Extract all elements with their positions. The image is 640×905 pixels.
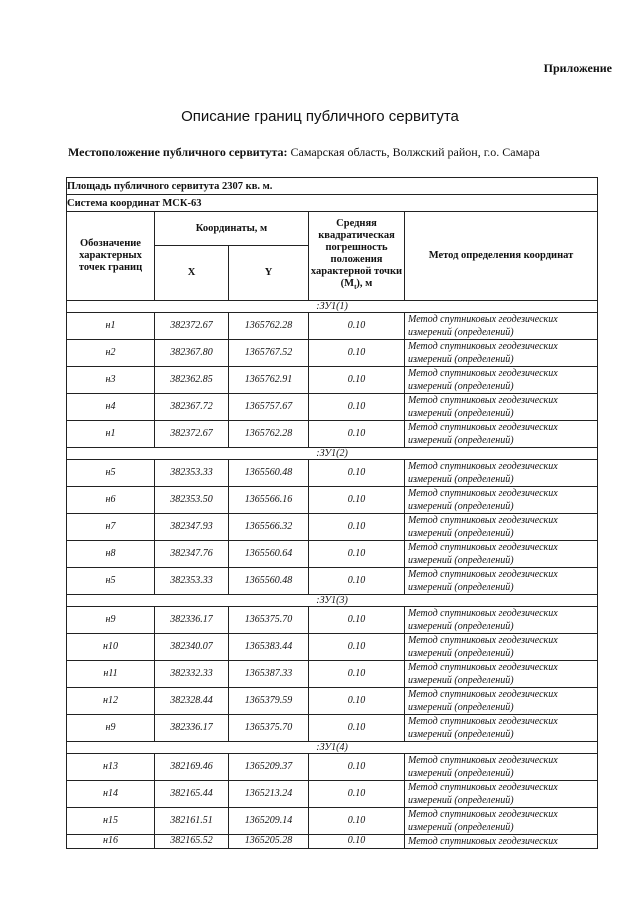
error-cell: 0.10	[309, 541, 405, 568]
y-cell: 1365560.48	[229, 568, 309, 595]
section-row	[67, 595, 598, 607]
method-cell: Метод спутниковых геодезических измерений (определений)	[405, 754, 598, 781]
section-row	[67, 301, 598, 313]
table-row	[67, 367, 598, 394]
table-row	[67, 835, 598, 849]
section-row	[67, 742, 598, 754]
table-row	[67, 715, 598, 742]
point-cell: н16	[67, 835, 155, 849]
method-cell: Метод спутниковых геодезических измерений (определений)	[405, 340, 598, 367]
table-row	[67, 754, 598, 781]
method-cell: Метод спутниковых геодезических измерений (определений)	[405, 541, 598, 568]
method-cell: Метод спутниковых геодезических измерений (определений)	[405, 514, 598, 541]
y-cell: 1365560.48	[229, 460, 309, 487]
point-cell: н10	[67, 634, 155, 661]
table-row	[67, 568, 598, 595]
table-row	[67, 487, 598, 514]
y-cell: 1365560.64	[229, 541, 309, 568]
x-cell: 382336.17	[155, 607, 229, 634]
error-cell: 0.10	[309, 568, 405, 595]
error-cell: 0.10	[309, 487, 405, 514]
method-cell: Метод спутниковых геодезических измерений (определений)	[405, 715, 598, 742]
header-designation: Обозначение характерных точек границ	[67, 212, 155, 301]
method-cell: Метод спутниковых геодезических измерений (определений)	[405, 487, 598, 514]
x-cell: 382165.52	[155, 835, 229, 849]
error-cell: 0.10	[309, 367, 405, 394]
table-row	[67, 313, 598, 340]
method-cell: Метод спутниковых геодезических измерений (определений)	[405, 313, 598, 340]
y-cell: 1365387.33	[229, 661, 309, 688]
error-cell: 0.10	[309, 607, 405, 634]
error-cell: 0.10	[309, 661, 405, 688]
system-cell: Система координат МСК-63	[67, 195, 598, 212]
x-cell: 382367.72	[155, 394, 229, 421]
point-cell: н15	[67, 808, 155, 835]
x-cell: 382336.17	[155, 715, 229, 742]
point-cell: н2	[67, 340, 155, 367]
header-y: Y	[229, 246, 309, 301]
error-cell: 0.10	[309, 313, 405, 340]
table-row	[67, 394, 598, 421]
coordinates-table	[66, 177, 598, 849]
y-cell: 1365767.52	[229, 340, 309, 367]
error-cell: 0.10	[309, 460, 405, 487]
x-cell: 382169.46	[155, 754, 229, 781]
method-cell: Метод спутниковых геодезических измерений (определений)	[405, 394, 598, 421]
method-cell: Метод спутниковых геодезических измерений (определений)	[405, 460, 598, 487]
section-label: :ЗУ1(2)	[67, 448, 598, 460]
point-cell: н9	[67, 607, 155, 634]
header-coords: Координаты, м	[155, 212, 309, 246]
x-cell: 382362.85	[155, 367, 229, 394]
location-value: Самарская область, Волжский район, г.о. Самара	[290, 145, 540, 159]
point-cell: н13	[67, 754, 155, 781]
point-cell: н14	[67, 781, 155, 808]
point-cell: н1	[67, 313, 155, 340]
error-cell: 0.10	[309, 715, 405, 742]
y-cell: 1365762.28	[229, 421, 309, 448]
y-cell: 1365383.44	[229, 634, 309, 661]
y-cell: 1365375.70	[229, 607, 309, 634]
point-cell: н9	[67, 715, 155, 742]
y-cell: 1365762.91	[229, 367, 309, 394]
appendix-label: Приложение	[543, 61, 612, 75]
point-cell: н11	[67, 661, 155, 688]
y-cell: 1365209.37	[229, 754, 309, 781]
x-cell: 382353.33	[155, 460, 229, 487]
method-cell: Метод спутниковых геодезических измерений (определений)	[405, 688, 598, 715]
section-label: :ЗУ1(1)	[67, 301, 598, 313]
y-cell: 1365209.14	[229, 808, 309, 835]
method-cell: Метод спутниковых геодезических	[405, 835, 598, 849]
error-cell: 0.10	[309, 688, 405, 715]
x-cell: 382353.50	[155, 487, 229, 514]
method-cell: Метод спутниковых геодезических измерений (определений)	[405, 367, 598, 394]
area-cell: Площадь публичного сервитута 2307 кв. м.	[67, 178, 598, 195]
section-label: :ЗУ1(3)	[67, 595, 598, 607]
x-cell: 382332.33	[155, 661, 229, 688]
y-cell: 1365375.70	[229, 715, 309, 742]
location-line	[68, 145, 540, 160]
point-cell: н6	[67, 487, 155, 514]
method-cell: Метод спутниковых геодезических измерений (определений)	[405, 634, 598, 661]
error-cell: 0.10	[309, 394, 405, 421]
header-row-1	[67, 212, 598, 246]
point-cell: н7	[67, 514, 155, 541]
method-cell: Метод спутниковых геодезических измерений (определений)	[405, 781, 598, 808]
point-cell: н4	[67, 394, 155, 421]
y-cell: 1365213.24	[229, 781, 309, 808]
x-cell: 382367.80	[155, 340, 229, 367]
y-cell: 1365566.32	[229, 514, 309, 541]
error-cell: 0.10	[309, 754, 405, 781]
x-cell: 382165.44	[155, 781, 229, 808]
table-row	[67, 340, 598, 367]
point-cell: н5	[67, 568, 155, 595]
section-label: :ЗУ1(4)	[67, 742, 598, 754]
x-cell: 382340.07	[155, 634, 229, 661]
table-row	[67, 514, 598, 541]
y-cell: 1365379.59	[229, 688, 309, 715]
x-cell: 382161.51	[155, 808, 229, 835]
point-cell: н12	[67, 688, 155, 715]
area-row	[67, 178, 598, 195]
table-row	[67, 460, 598, 487]
method-cell: Метод спутниковых геодезических измерений (определений)	[405, 808, 598, 835]
error-cell: 0.10	[309, 781, 405, 808]
point-cell: н8	[67, 541, 155, 568]
table-row	[67, 607, 598, 634]
error-cell: 0.10	[309, 514, 405, 541]
error-cell: 0.10	[309, 340, 405, 367]
table-row	[67, 541, 598, 568]
section-row	[67, 448, 598, 460]
x-cell: 382347.93	[155, 514, 229, 541]
error-cell: 0.10	[309, 634, 405, 661]
table-row	[67, 661, 598, 688]
point-cell: н1	[67, 421, 155, 448]
y-cell: 1365757.67	[229, 394, 309, 421]
x-cell: 382372.67	[155, 421, 229, 448]
point-cell: н3	[67, 367, 155, 394]
y-cell: 1365762.28	[229, 313, 309, 340]
error-cell: 0.10	[309, 421, 405, 448]
table-row	[67, 808, 598, 835]
y-cell: 1365205.28	[229, 835, 309, 849]
x-cell: 382347.76	[155, 541, 229, 568]
method-cell: Метод спутниковых геодезических измерений (определений)	[405, 607, 598, 634]
table-row	[67, 634, 598, 661]
method-cell: Метод спутниковых геодезических измерений (определений)	[405, 568, 598, 595]
location-label: Местоположение публичного сервитута:	[68, 145, 288, 159]
header-x: X	[155, 246, 229, 301]
table-row	[67, 688, 598, 715]
page-title: Описание границ публичного сервитута	[181, 108, 459, 125]
point-cell: н5	[67, 460, 155, 487]
table-row	[67, 781, 598, 808]
x-cell: 382353.33	[155, 568, 229, 595]
error-cell: 0.10	[309, 808, 405, 835]
header-error: Средняя квадратическая погрешность положения характерной точки $(M_t)$, м	[309, 212, 405, 301]
y-cell: 1365566.16	[229, 487, 309, 514]
method-cell: Метод спутниковых геодезических измерений (определений)	[405, 661, 598, 688]
table-row	[67, 421, 598, 448]
x-cell: 382372.67	[155, 313, 229, 340]
method-cell: Метод спутниковых геодезических измерений (определений)	[405, 421, 598, 448]
system-row	[67, 195, 598, 212]
error-cell: 0.10	[309, 835, 405, 849]
x-cell: 382328.44	[155, 688, 229, 715]
header-method: Метод определения координат	[405, 212, 598, 301]
